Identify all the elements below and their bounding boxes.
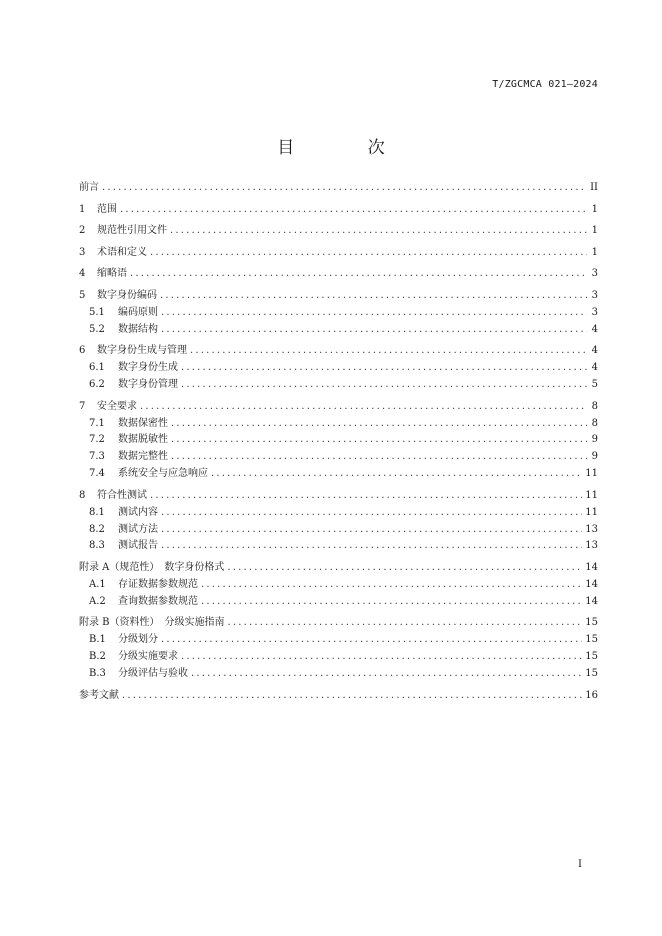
toc-entry-label: 编码原则 xyxy=(118,306,158,318)
toc-entry-2[interactable] xyxy=(79,223,598,240)
toc-entry-page: II xyxy=(590,182,598,193)
toc-entry-references[interactable] xyxy=(79,688,598,705)
page-number: I xyxy=(578,859,582,870)
toc-entry-b-1[interactable] xyxy=(79,632,598,649)
toc-entry-7-2[interactable] xyxy=(79,432,598,449)
toc-entry-number: B.2 xyxy=(89,651,106,663)
toc-entry-page: 14 xyxy=(585,578,598,590)
toc-leader-dots xyxy=(211,466,582,483)
toc-entry-7[interactable] xyxy=(79,399,598,416)
toc-entry-appendix-b[interactable] xyxy=(79,615,598,632)
toc-entry-number: 8.2 xyxy=(89,523,105,535)
toc-entry-label: 范围 xyxy=(97,203,117,215)
toc-leader-dots xyxy=(181,377,587,394)
toc-entry-a-1[interactable] xyxy=(79,577,598,594)
toc-leader-dots xyxy=(190,343,587,360)
toc-entry-number: 4 xyxy=(79,268,86,280)
toc-entry-label: 附录 B（资料性） 分级实施指南 xyxy=(79,617,225,629)
toc-entry-page: 1 xyxy=(591,225,598,237)
toc-entry-label: 规范性引用文件 xyxy=(97,225,167,237)
toc-entry-label: 查询数据参数规范 xyxy=(118,595,198,607)
toc-entry-page: 15 xyxy=(585,668,598,680)
toc-leader-dots xyxy=(161,305,587,322)
toc-entry-number: 6.1 xyxy=(89,362,105,374)
toc-leader-dots xyxy=(150,488,582,505)
toc-leader-dots xyxy=(228,615,583,632)
toc-entry-label: 数字身份编码 xyxy=(97,289,157,301)
toc-entry-label: 数据脱敏性 xyxy=(118,434,168,446)
toc-entry-label: 分级划分 xyxy=(118,634,158,646)
toc-entry-number: B.1 xyxy=(89,634,106,646)
toc-entry-7-3[interactable] xyxy=(79,449,598,466)
toc-entry-label: 数字身份管理 xyxy=(118,379,178,391)
toc-leader-dots xyxy=(161,538,582,555)
toc-entry-7-1[interactable] xyxy=(79,416,598,433)
toc-entry-label: 符合性测试 xyxy=(97,489,147,501)
toc-entry-page: 3 xyxy=(591,306,598,318)
toc-entry-page: 13 xyxy=(585,523,598,535)
toc-entry-page: 8 xyxy=(591,400,598,412)
toc-entry-page: 16 xyxy=(585,689,598,701)
toc-leader-dots xyxy=(171,449,587,466)
toc-entry-number: 6 xyxy=(79,345,86,357)
toc-entry-label: 数字身份生成与管理 xyxy=(97,345,187,357)
toc-entry-label: 测试报告 xyxy=(118,540,158,552)
toc-entry-6-1[interactable] xyxy=(79,360,598,377)
toc-entry-page: 8 xyxy=(591,417,598,429)
toc-entry-b-3[interactable] xyxy=(79,666,598,683)
toc-entry-page: 4 xyxy=(591,362,598,374)
toc-entry-number: 8 xyxy=(79,489,86,501)
toc-entry-number: 8.3 xyxy=(89,540,105,552)
toc-entry-page: 11 xyxy=(585,506,598,518)
toc-leader-dots xyxy=(102,180,587,197)
toc-entry-label: 附录 A（规范性） 数字身份格式 xyxy=(79,562,225,573)
toc-entry-page: 11 xyxy=(585,468,598,480)
toc-entry-label: 安全要求 xyxy=(97,400,137,412)
toc-entry-3[interactable] xyxy=(79,245,598,262)
toc-entry-label: 数据保密性 xyxy=(118,417,168,429)
toc-entry-page: 9 xyxy=(591,451,598,463)
toc-entry-1[interactable] xyxy=(79,202,598,219)
toc-leader-dots xyxy=(170,223,587,240)
toc-leader-dots xyxy=(181,649,582,666)
toc-leader-dots xyxy=(201,577,582,594)
toc-entry-label: 数据结构 xyxy=(118,323,158,335)
toc-entry-label: 缩略语 xyxy=(97,268,127,280)
toc-entry-label: 测试内容 xyxy=(118,506,158,518)
toc-entry-number: 3 xyxy=(79,246,86,258)
toc-entry-b-2[interactable] xyxy=(79,649,598,666)
toc-entry-number: 7.4 xyxy=(89,468,105,480)
toc-entry-page: 5 xyxy=(591,379,598,391)
toc-entry-page: 13 xyxy=(585,540,598,552)
toc-entry-page: 11 xyxy=(585,489,598,501)
toc-leader-dots xyxy=(227,560,582,577)
toc-entry-5-1[interactable] xyxy=(79,305,598,322)
toc-entry-6-2[interactable] xyxy=(79,377,598,394)
toc-leader-dots xyxy=(181,360,587,377)
toc-entry-5-2[interactable] xyxy=(79,322,598,339)
toc-entry-label: 分级实施要求 xyxy=(118,651,178,663)
toc-leader-dots xyxy=(171,432,587,449)
toc-entry-5[interactable] xyxy=(79,288,598,305)
document-code: T/ZGCMCA 021—2024 xyxy=(492,79,598,90)
toc-entry-label: 存证数据参数规范 xyxy=(118,578,198,590)
toc-leader-dots xyxy=(161,632,582,649)
toc-leader-dots xyxy=(161,322,587,339)
toc-entry-label: 系统安全与应急响应 xyxy=(118,468,208,480)
toc-entry-page: 3 xyxy=(591,289,598,301)
toc-leader-dots xyxy=(122,688,582,705)
toc-entry-page: 14 xyxy=(585,562,598,573)
toc-entry-page: 14 xyxy=(585,595,598,607)
toc-entry-page: 15 xyxy=(585,617,598,629)
toc-entry-label: 分级评估与验收 xyxy=(118,668,188,680)
toc-leader-dots xyxy=(160,288,587,305)
toc-entry-6[interactable] xyxy=(79,343,598,360)
toc-leader-dots xyxy=(171,416,587,433)
toc-entry-label: 数据完整性 xyxy=(118,451,168,463)
page-title: 目 次 xyxy=(277,138,419,158)
toc-entry-page: 4 xyxy=(591,323,598,335)
toc-entry-label: 术语和定义 xyxy=(97,246,147,258)
toc-leader-dots xyxy=(161,522,582,539)
toc-leader-dots xyxy=(191,666,582,683)
toc-leader-dots xyxy=(130,266,587,283)
toc-entry-8-3[interactable] xyxy=(79,538,598,555)
toc-entry-page: 1 xyxy=(591,203,598,215)
table-of-contents xyxy=(79,180,598,705)
toc-entry-number: 2 xyxy=(79,225,86,237)
toc-entry-label: 数字身份生成 xyxy=(118,362,178,374)
toc-entry-label: 测试方法 xyxy=(118,523,158,535)
toc-entry-number: A.2 xyxy=(89,595,106,607)
toc-entry-page: 3 xyxy=(591,268,598,280)
toc-entry-page: 9 xyxy=(591,434,598,446)
toc-entry-page: 15 xyxy=(585,651,598,663)
toc-entry-page: 4 xyxy=(591,345,598,357)
toc-entry-number: 1 xyxy=(79,203,86,215)
toc-entry-number: 8.1 xyxy=(89,506,105,518)
toc-entry-a-2[interactable] xyxy=(79,594,598,611)
toc-entry-number: 5 xyxy=(79,289,86,301)
toc-entry-number: 5.2 xyxy=(89,323,105,335)
toc-entry-number: 7.3 xyxy=(89,451,105,463)
toc-leader-dots xyxy=(161,505,582,522)
toc-leader-dots xyxy=(201,594,582,611)
toc-entry-number: 6.2 xyxy=(89,379,105,391)
toc-leader-dots xyxy=(140,399,587,416)
toc-entry-appendix-a[interactable] xyxy=(79,560,598,577)
toc-entry-number: A.1 xyxy=(89,578,106,590)
toc-entry-label: 前言 xyxy=(79,182,99,193)
toc-leader-dots xyxy=(120,202,587,219)
toc-entry-foreword[interactable] xyxy=(79,180,598,197)
toc-entry-label: 参考文献 xyxy=(79,689,119,701)
toc-entry-4[interactable] xyxy=(79,266,598,283)
toc-leader-dots xyxy=(150,245,587,262)
toc-entry-number: 7.1 xyxy=(89,417,105,429)
toc-entry-number: B.3 xyxy=(89,668,106,680)
toc-entry-7-4[interactable] xyxy=(79,466,598,483)
toc-entry-page: 1 xyxy=(591,246,598,258)
toc-entry-number: 7.2 xyxy=(89,434,105,446)
toc-entry-number: 7 xyxy=(79,400,86,412)
toc-entry-number: 5.1 xyxy=(89,306,105,318)
toc-entry-8-2[interactable] xyxy=(79,522,598,539)
toc-entry-page: 15 xyxy=(585,634,598,646)
toc-entry-8-1[interactable] xyxy=(79,505,598,522)
toc-entry-8[interactable] xyxy=(79,488,598,505)
